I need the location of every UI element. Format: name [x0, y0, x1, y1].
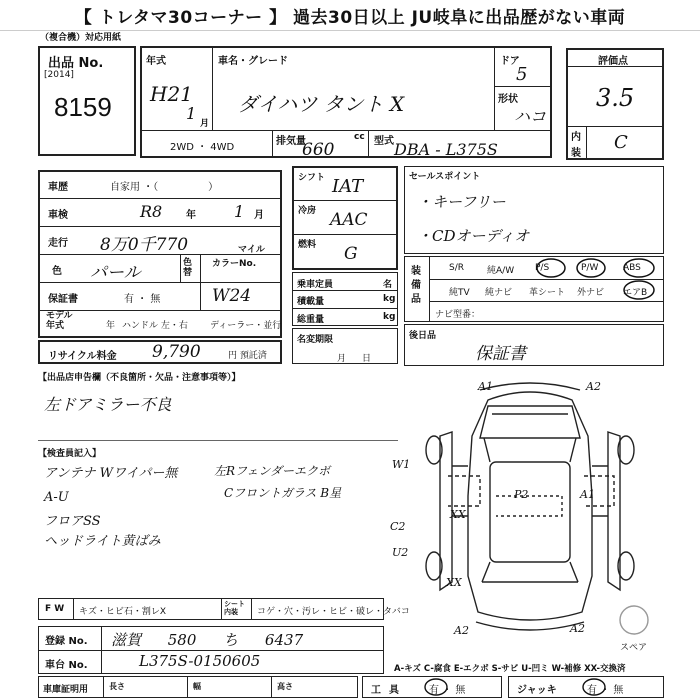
inspector-line-4: ヘッドライト黄ばみ: [44, 534, 161, 549]
rating-box: [566, 48, 664, 160]
mileage-value: 8万0千770: [100, 235, 189, 255]
rating-label: 評価点: [598, 56, 628, 67]
seat-text: コゲ・穴・汚レ・ヒビ・破レ・タバコ: [257, 607, 410, 617]
seller-notes-value: 左ドアミラー不良: [44, 395, 172, 414]
load-unit: kg: [383, 294, 396, 304]
equip-abs: ABS: [623, 263, 641, 273]
subheader: （複合機）対応用紙: [40, 33, 122, 43]
warranty-label: 保証書: [48, 294, 78, 305]
displacement-label: 排気量: [276, 136, 306, 147]
name-label: 車名・グレード: [218, 56, 288, 67]
mark-a1-top: A1: [478, 380, 493, 393]
equip-aw: 純A/W: [487, 266, 515, 276]
fuel-label: 燃料: [298, 240, 317, 250]
registration-box: [38, 626, 384, 674]
equipment-circles: [429, 257, 665, 301]
rating-value: 3.5: [596, 84, 635, 112]
equipment-label: 装備品: [411, 266, 421, 305]
vehicle-info-box: [140, 46, 552, 158]
interior-value: C: [614, 132, 628, 153]
title-change-label: 名変期限: [297, 335, 334, 345]
mark-u2: U2: [392, 546, 409, 559]
car-damage-diagram: [392, 376, 668, 646]
reg-cert-label: 車庫証明用: [43, 685, 89, 695]
drive-label: 2WD ・ 4WD: [170, 142, 235, 153]
jack-value: 有 ・ 無: [587, 685, 624, 696]
mark-c2: C2: [390, 520, 406, 533]
fuel-value: G: [344, 244, 358, 264]
year-month: 1: [186, 104, 197, 123]
after-items-box: [404, 324, 664, 366]
model-value: DBA - L375S: [394, 140, 498, 159]
interior-label-2: 装: [571, 148, 581, 159]
mileage-unit: マイル: [238, 245, 265, 255]
mark-w1: W1: [392, 458, 411, 471]
inspector-right-2: Cフロントガラス B星: [224, 486, 342, 500]
chassis-label: 車台 No.: [45, 660, 88, 671]
fw-text: キズ・ヒビ石・割レX: [79, 607, 166, 617]
jack-circle: [581, 677, 609, 697]
sales-point-1: ・キーフリー: [417, 193, 506, 211]
history-value: 自家用 ・（ ）: [110, 182, 219, 193]
detail-box: [38, 170, 282, 338]
seller-notes-label: 【出品店申告欄（不良箇所・欠品・注意事項等）】: [38, 373, 241, 383]
mark-a2-bottom-left: A2: [454, 624, 469, 637]
inspection-month: 1: [234, 202, 245, 221]
title-change-unit: 月日: [337, 354, 388, 364]
shape-value: ハコ: [514, 107, 547, 126]
equipment-box: [404, 256, 664, 322]
inspection-label: 車検: [48, 210, 68, 221]
recycle-unit: 円 預託済: [228, 351, 267, 361]
shift-label: シフト: [298, 173, 326, 183]
after-items-label: 後日品: [409, 331, 437, 341]
navi-model-label: ナビ型番：: [435, 310, 481, 320]
recycle-value: 9,790: [152, 342, 201, 362]
inspection-value: R8: [140, 202, 163, 221]
ac-label: 冷房: [298, 206, 317, 216]
spec-box: [292, 166, 398, 270]
shape-label: 形状: [498, 94, 518, 105]
warranty-value: 有 ・ 無: [124, 294, 161, 305]
reg-cert-box: [38, 676, 358, 698]
model-year-label-2: 年式: [46, 321, 65, 331]
jack-box: [508, 676, 664, 698]
tools-label: 工具: [371, 685, 407, 696]
model-label: 型式: [374, 136, 394, 147]
handle-label: ハンドル 左・右: [122, 321, 188, 331]
equip-airbag: エアB: [623, 288, 648, 298]
mark-p2: P2: [514, 488, 529, 501]
doors-label: ドア: [500, 56, 520, 67]
color-swap-label: 色替: [183, 258, 193, 278]
sales-points-label: セールスポイント: [409, 172, 481, 182]
equip-pw: P/W: [581, 263, 599, 273]
spare-label: スペア: [620, 643, 648, 653]
inspection-month-unit: 月: [254, 210, 264, 221]
inspector-notes-label: 【検査員記入】: [38, 449, 102, 459]
ac-value: AAC: [330, 210, 368, 230]
interior-label-1: 内: [571, 132, 581, 143]
seat-label: シート内装: [224, 600, 245, 616]
mark-a2-top: A2: [586, 380, 601, 393]
lot-year-tag: [2014]: [44, 70, 74, 80]
reg-cert-width: 幅: [193, 682, 201, 691]
model-year-label-1: モデル: [46, 311, 73, 321]
dealer-label: ディーラー・並行: [210, 321, 282, 331]
displacement-unit: cc: [354, 132, 365, 142]
model-year-unit: 年: [106, 321, 116, 331]
inspector-right-1: 左Rフェンダーエクボ: [214, 464, 330, 478]
color-no-label: カラーNo.: [212, 259, 257, 269]
lot-label: 出品 No.: [48, 56, 104, 71]
lot-box: [38, 46, 136, 156]
recycle-box: [38, 340, 282, 364]
damage-legend: A-キズ C-腐食 E-エクボ S-サビ U-凹ミ W-補修 XX-交換済: [394, 664, 626, 674]
fw-label: F W: [45, 604, 65, 614]
equip-navi: 純ナビ: [485, 288, 513, 298]
shift-value: IAT: [332, 176, 364, 197]
mark-xx-left: XX: [450, 508, 466, 521]
inspector-line-3: フロアSS: [44, 514, 101, 529]
recycle-label: リサイクル料金: [48, 351, 117, 362]
load-label: 積載量: [297, 297, 325, 307]
tools-box: [362, 676, 502, 698]
reg-cert-height: 高さ: [277, 682, 293, 691]
capacity-box: [292, 272, 398, 326]
inspection-year-unit: 年: [186, 210, 196, 221]
color-label: 色: [52, 266, 62, 277]
equip-ps: P/S: [535, 263, 550, 273]
title-change-box: [292, 328, 398, 364]
banner: 【 トレタマ30コーナー 】 過去30日以上 JU岐阜に出品歴がない車両: [0, 0, 700, 31]
history-label: 車歴: [48, 182, 68, 193]
year-label: 年式: [146, 56, 166, 67]
registration-value: 滋賀 580 ち 6437: [111, 631, 304, 649]
capacity-unit: 名: [383, 280, 393, 290]
mark-xx-bottom: XX: [446, 576, 462, 589]
gross-label: 総重量: [297, 315, 325, 325]
reg-cert-length: 長さ: [109, 682, 125, 691]
year-month-unit: 月: [200, 119, 210, 129]
color-no-value: W24: [212, 286, 252, 306]
year-value: H21: [150, 82, 193, 106]
tools-value: 有 ・ 無: [429, 685, 466, 696]
doors-value: 5: [516, 64, 528, 85]
equip-ext-navi: 外ナビ: [577, 288, 605, 298]
damage-row: [38, 598, 410, 620]
mileage-label: 走行: [48, 238, 68, 249]
displacement-value: 660: [302, 140, 335, 160]
name-value: ダイハツ タント X: [238, 92, 405, 116]
chassis-value: L375S-0150605: [139, 652, 261, 670]
gross-unit: kg: [383, 312, 396, 322]
color-value: パール: [90, 263, 141, 283]
jack-label: ジャッキ: [517, 685, 557, 696]
capacity-label: 乗車定員: [297, 280, 334, 290]
equip-leather: 革シート: [529, 288, 566, 298]
mark-a2-bottom-right: A2: [570, 622, 585, 635]
equip-sr: S/R: [449, 263, 464, 273]
sales-point-2: ・CDオーディオ: [417, 227, 530, 245]
inspector-line-2: A-U: [44, 490, 69, 505]
tools-circle: [423, 677, 451, 697]
lot-number: 8159: [54, 92, 112, 122]
after-items-value: 保証書: [475, 344, 526, 364]
sales-points-box: [404, 166, 664, 254]
equip-tv: 純TV: [449, 288, 470, 298]
inspector-line-1: アンテナ Wワイパー無: [44, 466, 178, 481]
mark-a1-right: A1: [580, 488, 595, 501]
registration-label: 登録 No.: [45, 636, 88, 647]
